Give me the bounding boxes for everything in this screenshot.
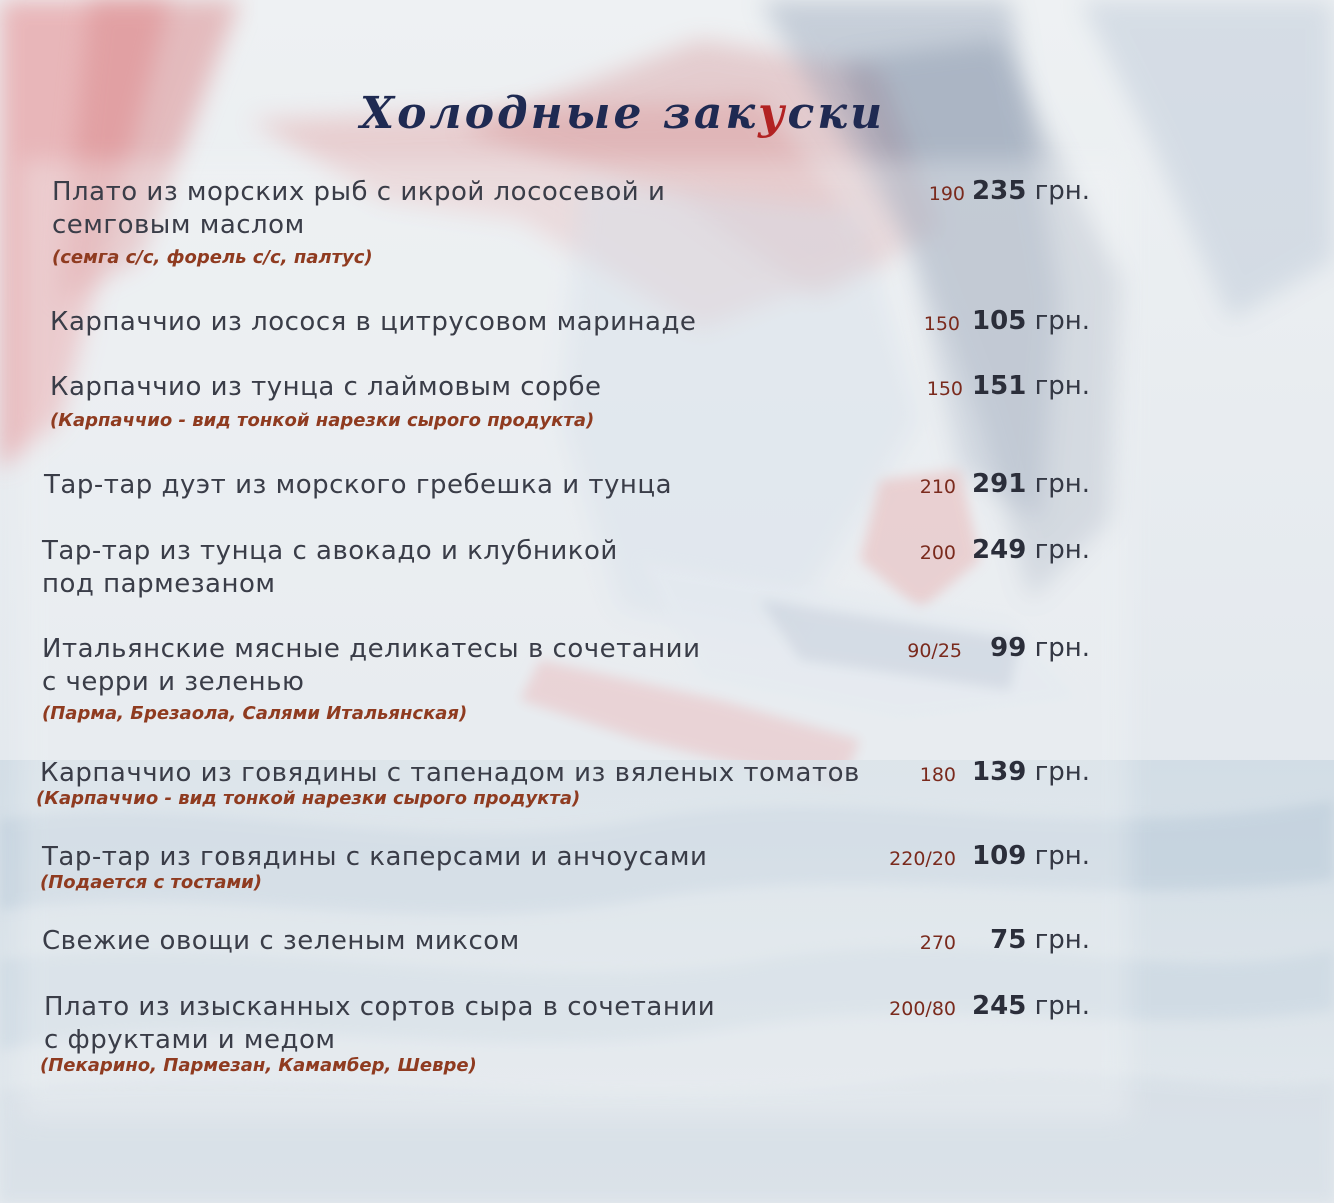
price-value: 249 [972,535,1027,565]
item-weight: 200/80 [889,998,956,1020]
item-name-line: Плато из изысканных сортов сыра в сочетании [44,992,716,1022]
price-value: 99 [990,633,1027,663]
item-note: (Подается с тостами) [40,872,263,893]
price-value: 291 [972,469,1027,499]
item-name-line: Итальянские мясные деликатесы в сочетании [42,634,701,664]
item-note: (Карпаччио - вид тонкой нарезки сырого продукта) [50,410,595,431]
item-name [52,176,872,242]
currency-label: грн. [1034,371,1090,401]
item-price [965,176,1090,206]
price-value: 109 [972,841,1027,871]
item-weight: 150 [923,313,960,335]
item-name [40,757,870,790]
currency-label: грн. [1034,991,1090,1021]
item-price [965,306,1090,336]
item-price [965,371,1090,401]
item-name-line: семговым маслом [52,210,305,240]
item-name [50,371,870,404]
item-weight: 180 [919,764,956,786]
item-weight: 200 [919,542,956,564]
item-note: (Парма, Брезаола, Салями Итальянская) [42,703,468,724]
item-price [965,841,1090,871]
item-name [42,535,862,601]
price-value: 105 [972,306,1027,336]
item-name-line: Карпаччио из говядины с тапенадом из вяленых томатов [40,758,860,788]
currency-label: грн. [1034,925,1090,955]
item-name [42,841,862,874]
title-accent-letter: у [758,88,788,139]
item-name-line: Карпаччио из лосося в цитрусовом маринаде [50,307,697,337]
title-part-1: Холодные зак [360,88,759,139]
price-value: 139 [972,757,1027,787]
item-name [44,469,864,502]
page-title [360,88,886,158]
item-name-line: Плато из морских рыб с икрой лососевой и [52,177,666,207]
item-name-line: с черри и зеленью [42,667,305,697]
item-price [965,469,1090,499]
item-price [965,925,1090,955]
item-weight: 90/25 [907,640,962,662]
item-price [965,633,1090,663]
item-note: (семга с/с, форель с/с, палтус) [52,247,373,268]
item-price [965,757,1090,787]
item-name-line: Карпаччио из тунца с лаймовым сорбе [50,372,602,402]
item-name-line: Тар-тар дуэт из морского гребешка и тунца [44,470,673,500]
item-name [50,306,870,339]
item-note: (Пекарино, Пармезан, Камамбер, Шевре) [40,1055,477,1076]
currency-label: грн. [1034,176,1090,206]
item-name [42,925,862,958]
price-value: 151 [972,371,1027,401]
item-note: (Карпаччио - вид тонкой нарезки сырого продукта) [36,788,581,809]
price-value: 235 [972,176,1027,206]
item-name-line: Свежие овощи с зеленым миксом [42,926,520,956]
currency-label: грн. [1034,306,1090,336]
item-weight: 210 [919,476,956,498]
item-name [42,633,862,699]
item-name-line: под пармезаном [42,569,276,599]
item-name [44,991,864,1057]
item-weight: 150 [926,378,963,400]
title-part-2: ски [787,88,886,139]
item-price [965,535,1090,565]
price-value: 75 [990,925,1027,955]
currency-label: грн. [1034,757,1090,787]
currency-label: грн. [1034,535,1090,565]
item-name-line: с фруктами и медом [44,1025,336,1055]
item-name-line: Тар-тар из говядины с каперсами и анчоусами [42,842,708,872]
item-weight: 270 [919,932,956,954]
price-value: 245 [972,991,1027,1021]
currency-label: грн. [1034,469,1090,499]
currency-label: грн. [1034,633,1090,663]
currency-label: грн. [1034,841,1090,871]
item-name-line: Тар-тар из тунца с авокадо и клубникой [42,536,618,566]
item-weight: 190 [928,183,965,205]
item-weight: 220/20 [889,848,956,870]
item-price [965,991,1090,1021]
